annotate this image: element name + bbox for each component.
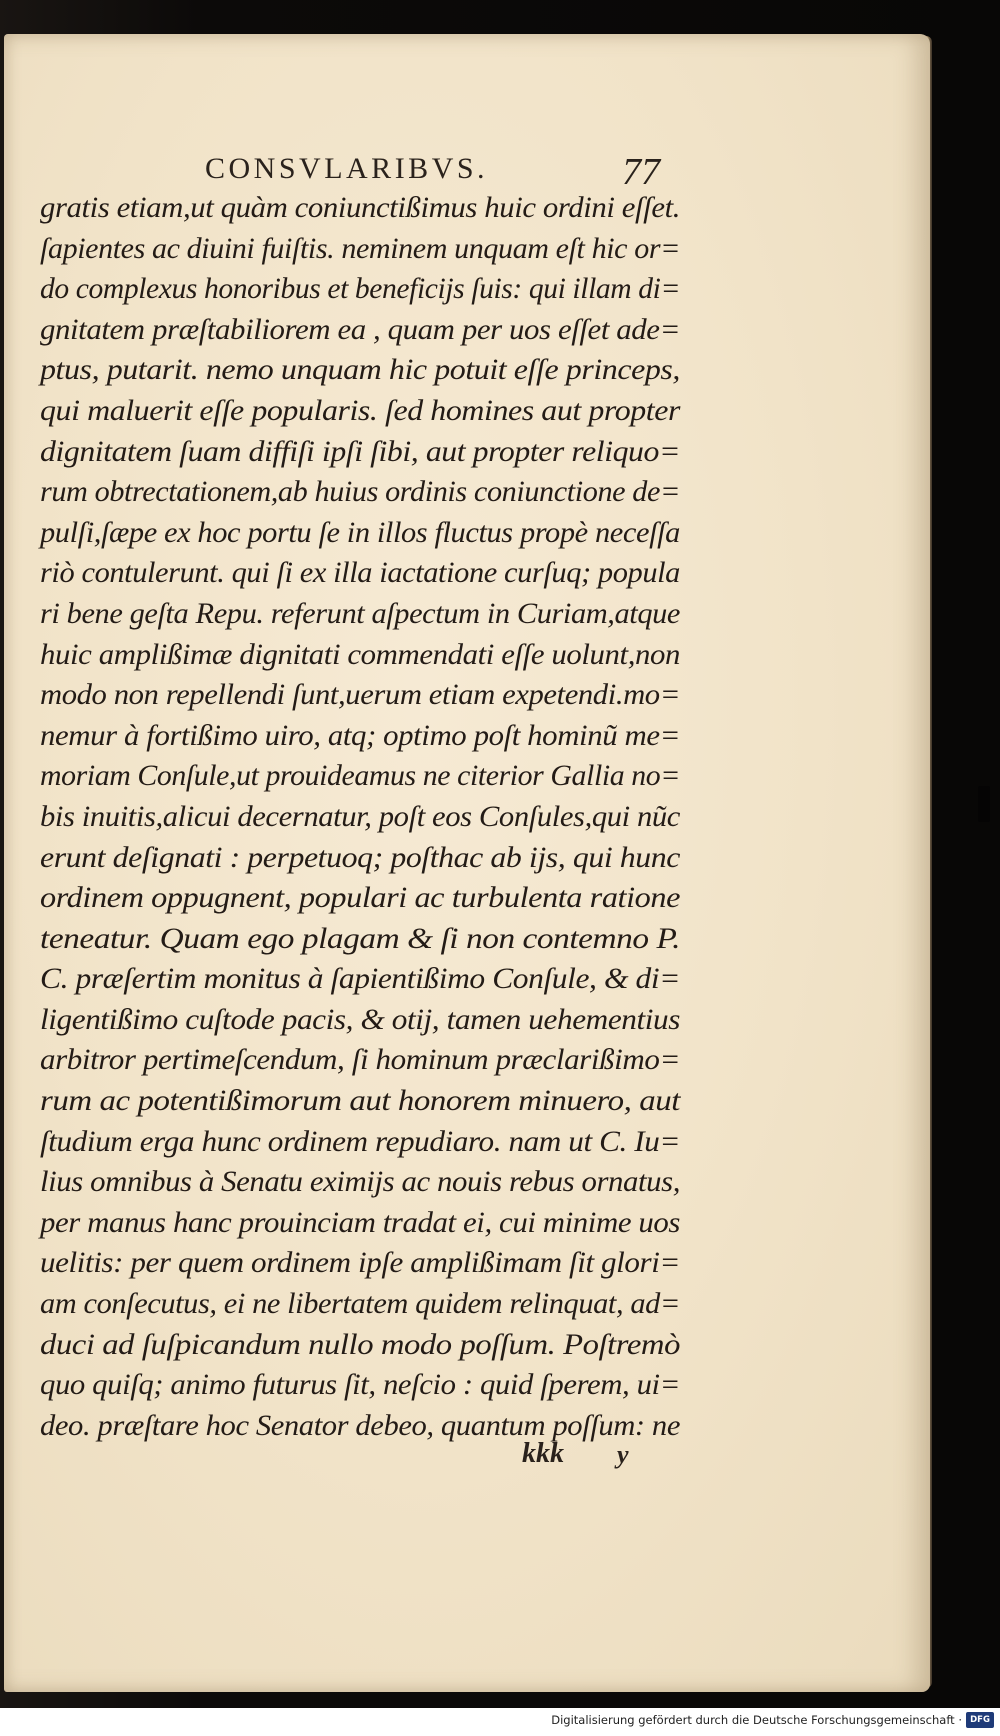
catchword: y xyxy=(617,1440,629,1469)
text-line: ſapientes ac diuini fuiſtis. neminem unquam eſt hic or= xyxy=(40,231,680,265)
scanner-clip-mark xyxy=(978,786,990,822)
text-line: huic amplißimæ dignitati commendati eſſe uolunt,non xyxy=(40,637,680,671)
text-line: quo quiſq; animo futurus ſit, neſcio : quid ſperem, ui= xyxy=(40,1368,680,1402)
text-line: per manus hanc prouinciam tradat ei, cui minime uos xyxy=(40,1205,680,1239)
text-line: teneatur. Quam ego plagam & ſi non contemno P. xyxy=(40,921,680,955)
text-line: ſtudium erga hunc ordinem repudiaro. nam ut C. Iu= xyxy=(40,1124,680,1158)
text-line: moriam Conſule,ut prouideamus ne citerior Gallia no= xyxy=(40,759,680,793)
dfg-logo-icon: DFG xyxy=(966,1712,994,1728)
running-head: CONSVLARIBVS. xyxy=(205,152,489,185)
text-line: modo non repellendi ſunt,uerum etiam expetendi.mo= xyxy=(40,678,680,712)
text-line: rum obtrectationem,ab huius ordinis coniunctione de= xyxy=(40,475,680,509)
signature-mark: kkk xyxy=(522,1438,564,1469)
text-line: qui maluerit eſſe popularis. ſed homines aut propter xyxy=(40,393,680,427)
text-line: ri bene geſta Repu. referunt aſpectum in Curiam,atque xyxy=(40,596,681,630)
text-line: uelitis: per quem ordinem ipſe amplißimam ſit glori= xyxy=(40,1246,680,1280)
text-line: arbitror pertimeſcendum, ſi hominum præclarißimo= xyxy=(40,1043,680,1077)
text-line: gratis etiam,ut quàm coniunctißimus huic ordini eſſet. xyxy=(40,191,680,224)
text-line: am conſecutus, ei ne libertatem quidem relinquat, ad= xyxy=(40,1287,680,1321)
text-line: dignitatem ſuam diffiſi ipſi ſibi, aut propter reliquo= xyxy=(40,434,680,468)
text-line: riò contulerunt. qui ſi ex illa iactatione curſuq; popula xyxy=(40,556,680,590)
text-line: lius omnibus à Senatu eximijs ac nouis rebus ornatus, xyxy=(40,1165,680,1199)
footer-credit: Digitalisierung gefördert durch die Deutsche Forschungsgemeinschaft · xyxy=(551,1713,962,1727)
text-line: ordinem oppugnent, populari ac turbulenta ratione xyxy=(40,881,680,915)
text-line: nemur à fortißimo uiro, atq; optimo poſt hominũ me= xyxy=(40,718,680,752)
text-line: C. præſertim monitus à ſapientißimo Conſule, & di= xyxy=(40,962,680,996)
text-line: deo. præſtare hoc Senator debeo, quantum poſſum: ne xyxy=(40,1408,680,1442)
text-line: do complexus honoribus et beneficijs ſuis: qui illam di= xyxy=(40,272,680,306)
body-text xyxy=(40,188,680,1446)
text-line: erunt deſignati : perpetuoq; poſthac ab ijs, qui hunc xyxy=(40,840,680,874)
text-line: bis inuitis,alicui decernatur, poſt eos Conſules,qui nũc xyxy=(40,799,680,833)
text-line: ptus, putarit. nemo unquam hic potuit eſſe princeps, xyxy=(40,353,680,387)
text-line: rum ac potentißimorum aut honorem minuero, aut xyxy=(40,1084,680,1118)
text-line: ligentißimo cuſtode pacis, & otij, tamen uehementius xyxy=(40,1002,680,1036)
text-line: pulſi,ſæpe ex hoc portu ſe in illos fluctus propè neceſſa xyxy=(40,515,680,549)
text-line: gnitatem præſtabiliorem ea , quam per uos eſſet ade= xyxy=(40,312,680,346)
folio-number: 77 xyxy=(622,151,660,193)
text-line: duci ad ſuſpicandum nullo modo poſſum. Poſtremò xyxy=(40,1327,680,1361)
